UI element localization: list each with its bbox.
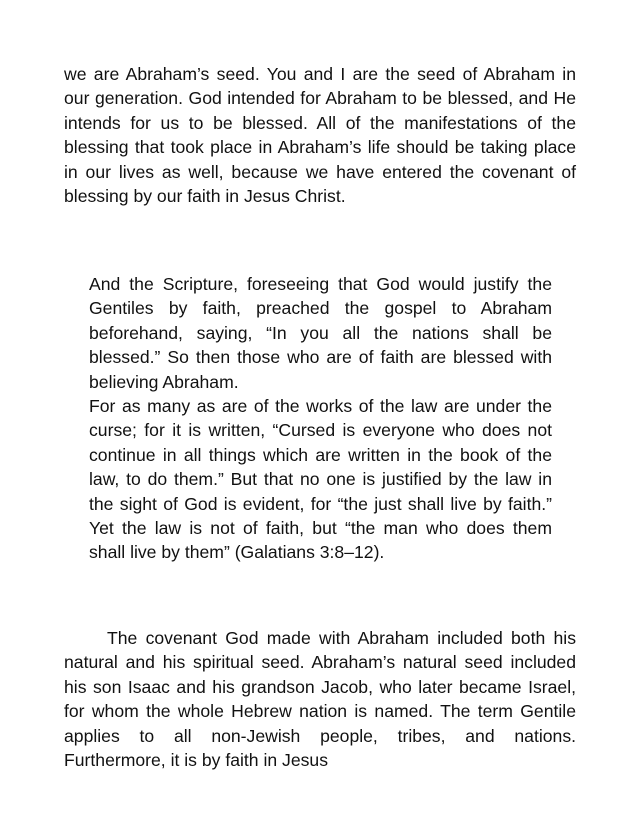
scripture-quote-part-1: And the Scripture, foreseeing that God would justify the Gentiles by faith, preached the gospel to Abraham beforehand, saying, “In you all the nations shall be blessed.” So then those who are of faith are blessed with believing Abraham.: [89, 274, 552, 392]
intro-paragraph: we are Abraham’s seed. You and I are the seed of Abraham in our generation. God intended for Abraham to be blessed, and He intends for us to be blessed. All of the manifestations of the blessing that took place in Abraham’s life should be taking place in our lives as well, because we have entered the covenant of blessing by our faith in Jesus Christ.: [64, 64, 576, 207]
scripture-quote-part-2: For as many as are of the works of the law are under the curse; for it is written, “Cursed is everyone who does not continue in all things which are written in the book of the law, to do them.” But that no one is justified by the law in the sight of God is evident, for “the just shall live by faith.” Yet the law is not of faith, but “the man who does them shall live by them” (Galatians 3:8–12).: [89, 396, 552, 563]
closing-paragraph: The covenant God made with Abraham included both his natural and his spiritual seed. Abraham’s natural seed included his son Isaac and his grandson Jacob, who later became Israel, for whom the whole Hebrew nation is named. The term Gentile applies to all non-Jewish people, tribes, and nations. Furthermore, it is by faith in Jesus: [64, 628, 576, 771]
scripture-block-quote: [89, 272, 552, 565]
